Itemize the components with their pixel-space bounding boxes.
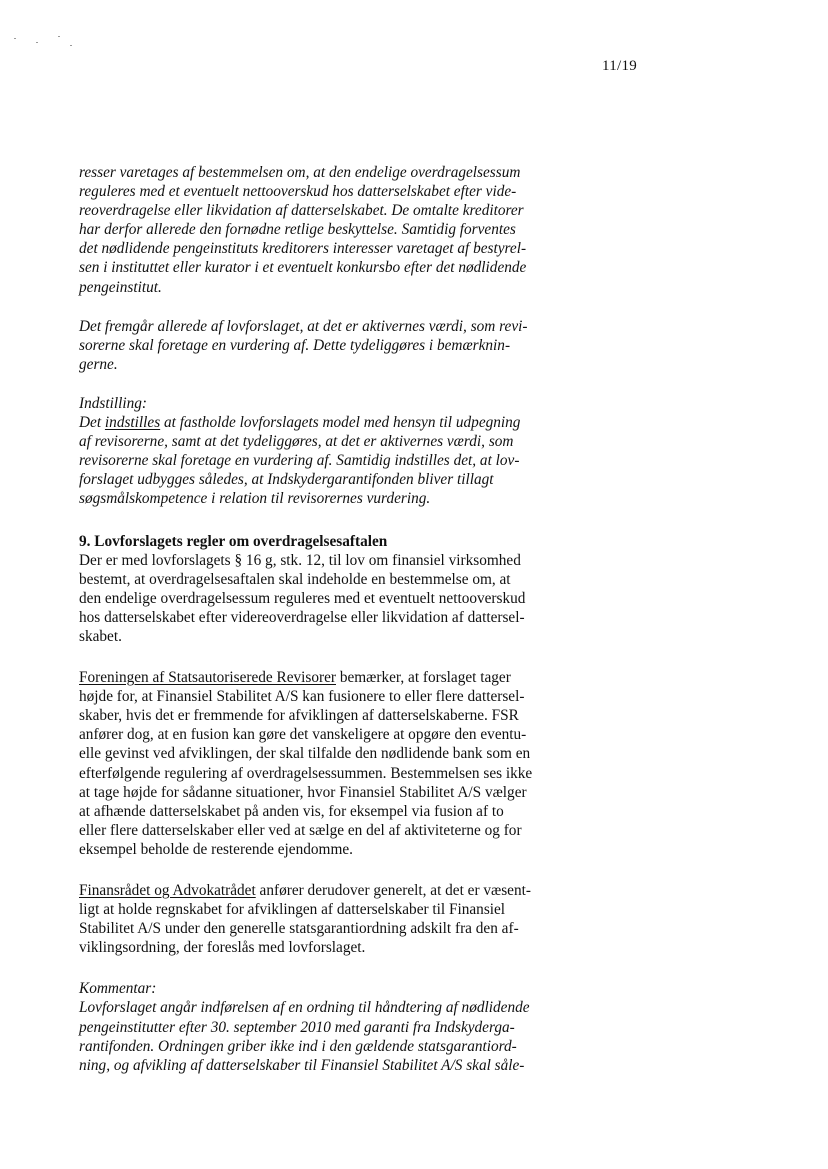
- text-line: den endelige overdragelsessum reguleres med et eventuelt nettooverskud: [79, 589, 526, 607]
- paragraph-fsr: [79, 668, 552, 859]
- paragraph-indstilling: [79, 394, 552, 509]
- text-line: ning, og afvikling af datterselskaber til Finansiel Stabilitet A/S skal såle-: [79, 1056, 525, 1074]
- paragraph-creditors: [79, 163, 552, 297]
- text-line: eller flere datterselskaber eller ved at sælge en del af aktiviteterne og for: [79, 821, 522, 839]
- text-line: forslaget udbygges således, at Indskydergarantifonden bliver tillagt: [79, 471, 494, 489]
- text-line: efterfølgende regulering af overdragelsessummen. Bestemmelsen ses ikke: [79, 764, 533, 782]
- text-line: Det indstilles at fastholde lovforslagets model med hensyn til udpegning: [79, 414, 521, 432]
- text-line: har derfor allerede den fornødne retlige beskyttelse. Samtidig forventes: [79, 221, 516, 239]
- text-line: reguleres med et eventuelt nettooverskud hos datterselskabet efter vide-: [79, 183, 517, 201]
- text-line: Der er med lovforslagets § 16 g, stk. 12, til lov om finansiel virksomhed: [79, 551, 521, 569]
- text-line: sen i instituttet eller kurator i et eventuelt konkursbo efter det nødlidende: [79, 259, 527, 277]
- section-9: [79, 532, 552, 647]
- paragraph-kommentar: [79, 979, 552, 1074]
- text-line: af revisorerne, samt at det tydeliggøres, at det er aktivernes værdi, som: [79, 433, 514, 451]
- text-line: Det fremgår allerede af lovforslaget, at det er aktivernes værdi, som revi-: [79, 317, 528, 335]
- text-line: højde for, at Finansiel Stabilitet A/S kan fusionere to eller flere dattersel-: [79, 688, 525, 706]
- text-line: Foreningen af Statsautoriserede Revisorer bemærker, at forslaget tager: [79, 669, 511, 687]
- underlined-finansraadet: Finansrådet og Advokatrådet: [79, 882, 256, 899]
- text-line: Finansrådet og Advokatrådet anfører derudover generelt, at det er væsent-: [79, 882, 531, 899]
- section-heading: 9. Lovforslagets regler om overdragelsesaftalen: [79, 532, 388, 550]
- text-line: ligt at holde regnskabet for afviklingen af datterselskaber til Finansiel: [79, 901, 506, 919]
- text-line: reoverdragelse eller likvidation af datterselskabet. De omtalte kreditorer: [79, 202, 524, 220]
- text-line: Stabilitet A/S under den generelle statsgarantiordning adskilt fra den af-: [79, 920, 519, 938]
- kommentar-label: Kommentar:: [79, 980, 157, 998]
- text-line: at tage højde for sådanne situationer, hvor Finansiel Stabilitet A/S vælger: [79, 783, 527, 801]
- text-line: bestemt, at overdragelsesaftalen skal indeholde en bestemmelse om, at: [79, 570, 511, 588]
- text-line: anfører dog, at en fusion kan gøre det vanskeligere at opgøre den eventu-: [79, 726, 527, 744]
- paragraph-asset-value: [79, 317, 552, 374]
- text-line: elle gevinst ved afviklingen, der skal tilfalde den nødlidende bank som en: [79, 745, 531, 763]
- indstilling-label: Indstilling:: [79, 394, 147, 412]
- text-line: viklingsordning, der foreslås med lovforslaget.: [79, 939, 366, 957]
- text-line: pengeinstitutter efter 30. september 2010 med garanti fra Indskyderga-: [79, 1018, 515, 1036]
- letter-body: [79, 163, 552, 1075]
- text-line: Lovforslaget angår indførelsen af en ordning til håndtering af nødlidende: [79, 999, 530, 1017]
- text-line: pengeinstitut.: [79, 278, 162, 296]
- text-line: sorerne skal foretage en vurdering af. Dette tydeliggøres i bemærknin-: [79, 336, 511, 354]
- text-line: eksempel beholde de resterende ejendomme.: [79, 840, 353, 858]
- text-line: resser varetages af bestemmelsen om, at den endelige overdragelsessum: [79, 164, 521, 181]
- text-line: revisorerne skal foretage en vurdering af. Samtidig indstilles det, at lov-: [79, 452, 520, 470]
- underlined-indstilles: indstilles: [104, 414, 161, 432]
- underlined-fsr: Foreningen af Statsautoriserede Revisorer: [79, 669, 336, 687]
- text-line: rantifonden. Ordningen griber ikke ind i den gældende statsgarantiord-: [79, 1037, 517, 1055]
- text-line: at afhænde datterselskabet på anden vis, for eksempel via fusion af to: [79, 802, 504, 820]
- text-line: hos datterselskabet efter videreoverdragelse eller likvidation af dattersel-: [79, 608, 525, 626]
- text-line: skaber, hvis det er fremmende for afviklingen af datterselskaberne. FSR: [79, 707, 519, 725]
- text-line: skabet.: [79, 627, 122, 645]
- page-number: 11/19: [602, 58, 638, 74]
- text-line: det nødlidende pengeinstituts kreditorers interesser varetaget af bestyrel-: [79, 240, 527, 258]
- text-line: gerne.: [79, 355, 118, 373]
- paragraph-finansraadet: [79, 881, 552, 957]
- text-line: søgsmålskompetence i relation til revisorernes vurdering.: [79, 490, 431, 508]
